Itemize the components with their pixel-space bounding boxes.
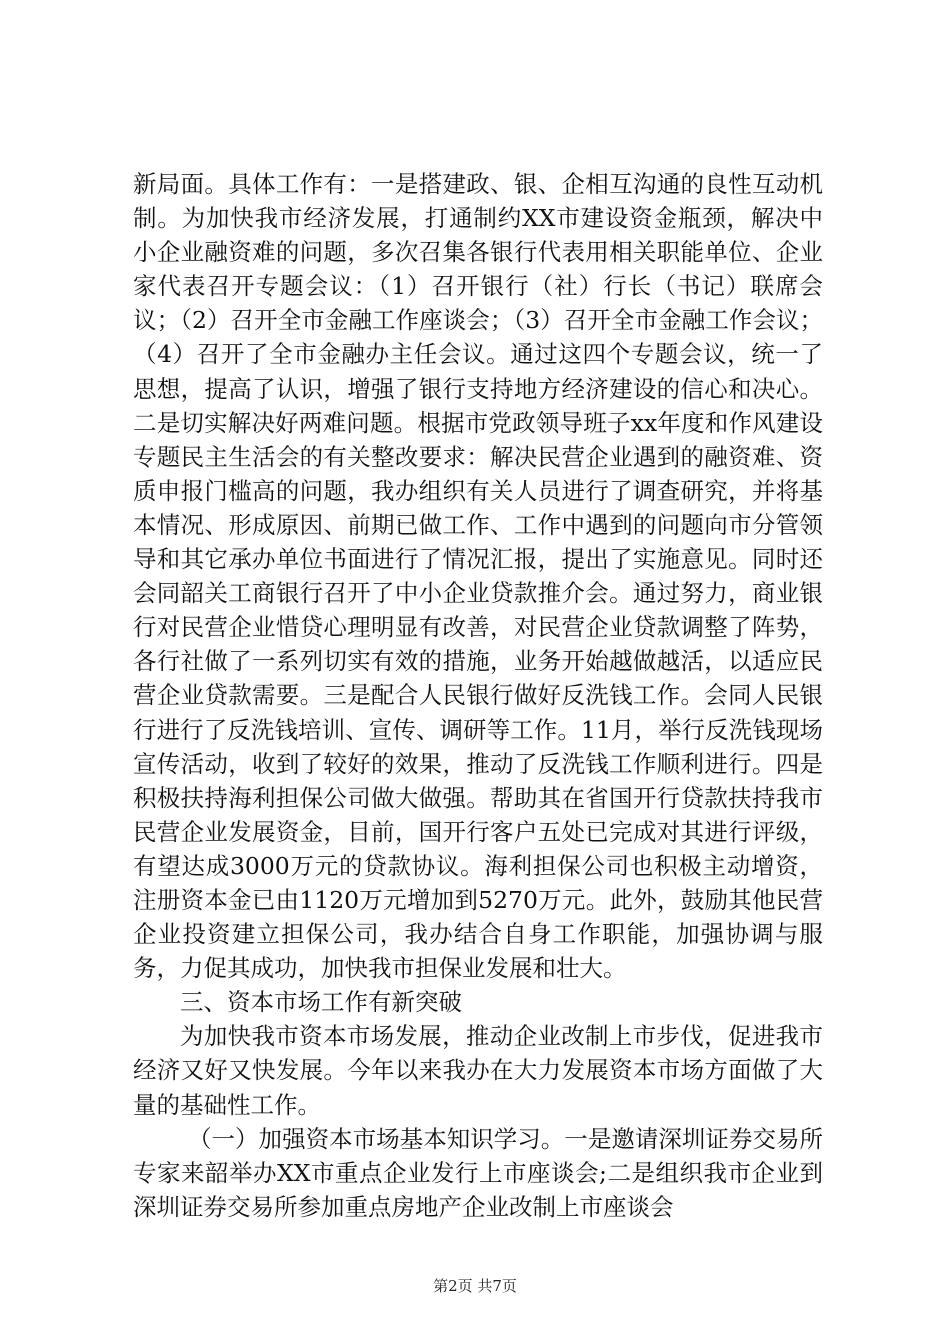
section-heading: 三、资本市场工作有新突破 [180,988,462,1017]
body-paragraph: （一）加强资本市场基本知识学习。一是邀请深圳证券交易所专家来韶举办XX市重点企业发行上市座谈会;二是组织我市企业到深圳证券交易所参加重点房地产企业改制上市座谈会 [133,1124,823,1221]
body-paragraph: 新局面。具体工作有：一是搭建政、银、企相互沟通的良性互动机制。为加快我市经济发展，打通制约XX市建设资金瓶颈，解决中小企业融资难的问题，多次召集各银行代表用相关职能单位、企业家代表召开专题会议：（1）召开银行（社）行长（书记）联席会议；（2）召开全市金融工作座谈会；（3）召开全市金融工作会议；（4）召开了全市金融办主任会议。通过这四个专题会议，统一了思想，提高了认识，增强了银行支持地方经济建设的信心和决心。二是切实解决好两难问题。根据市党政领导班子xx年度和作风建设专题民主生活会的有关整改要求：解决民营企业遇到的融资难、资质申报门槛高的问题，我办组织有关人员进行了调查研究，并将基本情况、形成原因、前期已做工作、工作中遇到的问题向市分管领导和其它承办单位书面进行了情况汇报，提出了实施意见。同时还会同韶关工商银行召开了中小企业贷款推介会。通过努力，商业银行对民营企业惜贷心理明显有改善，对民营企业贷款调整了阵势，各行社做了一系列切实有效的措施，业务开始越做越活，以适应民营企业贷款需要。三是配合人民银行做好反洗钱工作。会同人民银行进行了反洗钱培训、宣传、调研等工作。11月，举行反洗钱现场宣传活动，收到了较好的效果，推动了反洗钱工作顺利进行。四是积极扶持海利担保公司做大做强。帮助其在省国开行贷款扶持我市民营企业发展资金，目前，国开行客户五处已完成对其进行评级，有望达成3000万元的贷款协议。海利担保公司也积极主动增资，注册资本金已由1120万元增加到5270万元。此外，鼓励其他民营企业投资建立担保公司，我办结合自身工作职能，加强协调与服务，力促其成功，加快我市担保业发展和壮大。 [133,170,823,983]
page-number-footer: 第2页 共7页 [433,1277,517,1295]
body-paragraph: 为加快我市资本市场发展，推动企业改制上市步伐，促进我市经济又好又快发展。今年以来我办在大力发展资本市场方面做了大量的基础性工作。 [133,1022,823,1119]
document-body [133,167,823,1224]
